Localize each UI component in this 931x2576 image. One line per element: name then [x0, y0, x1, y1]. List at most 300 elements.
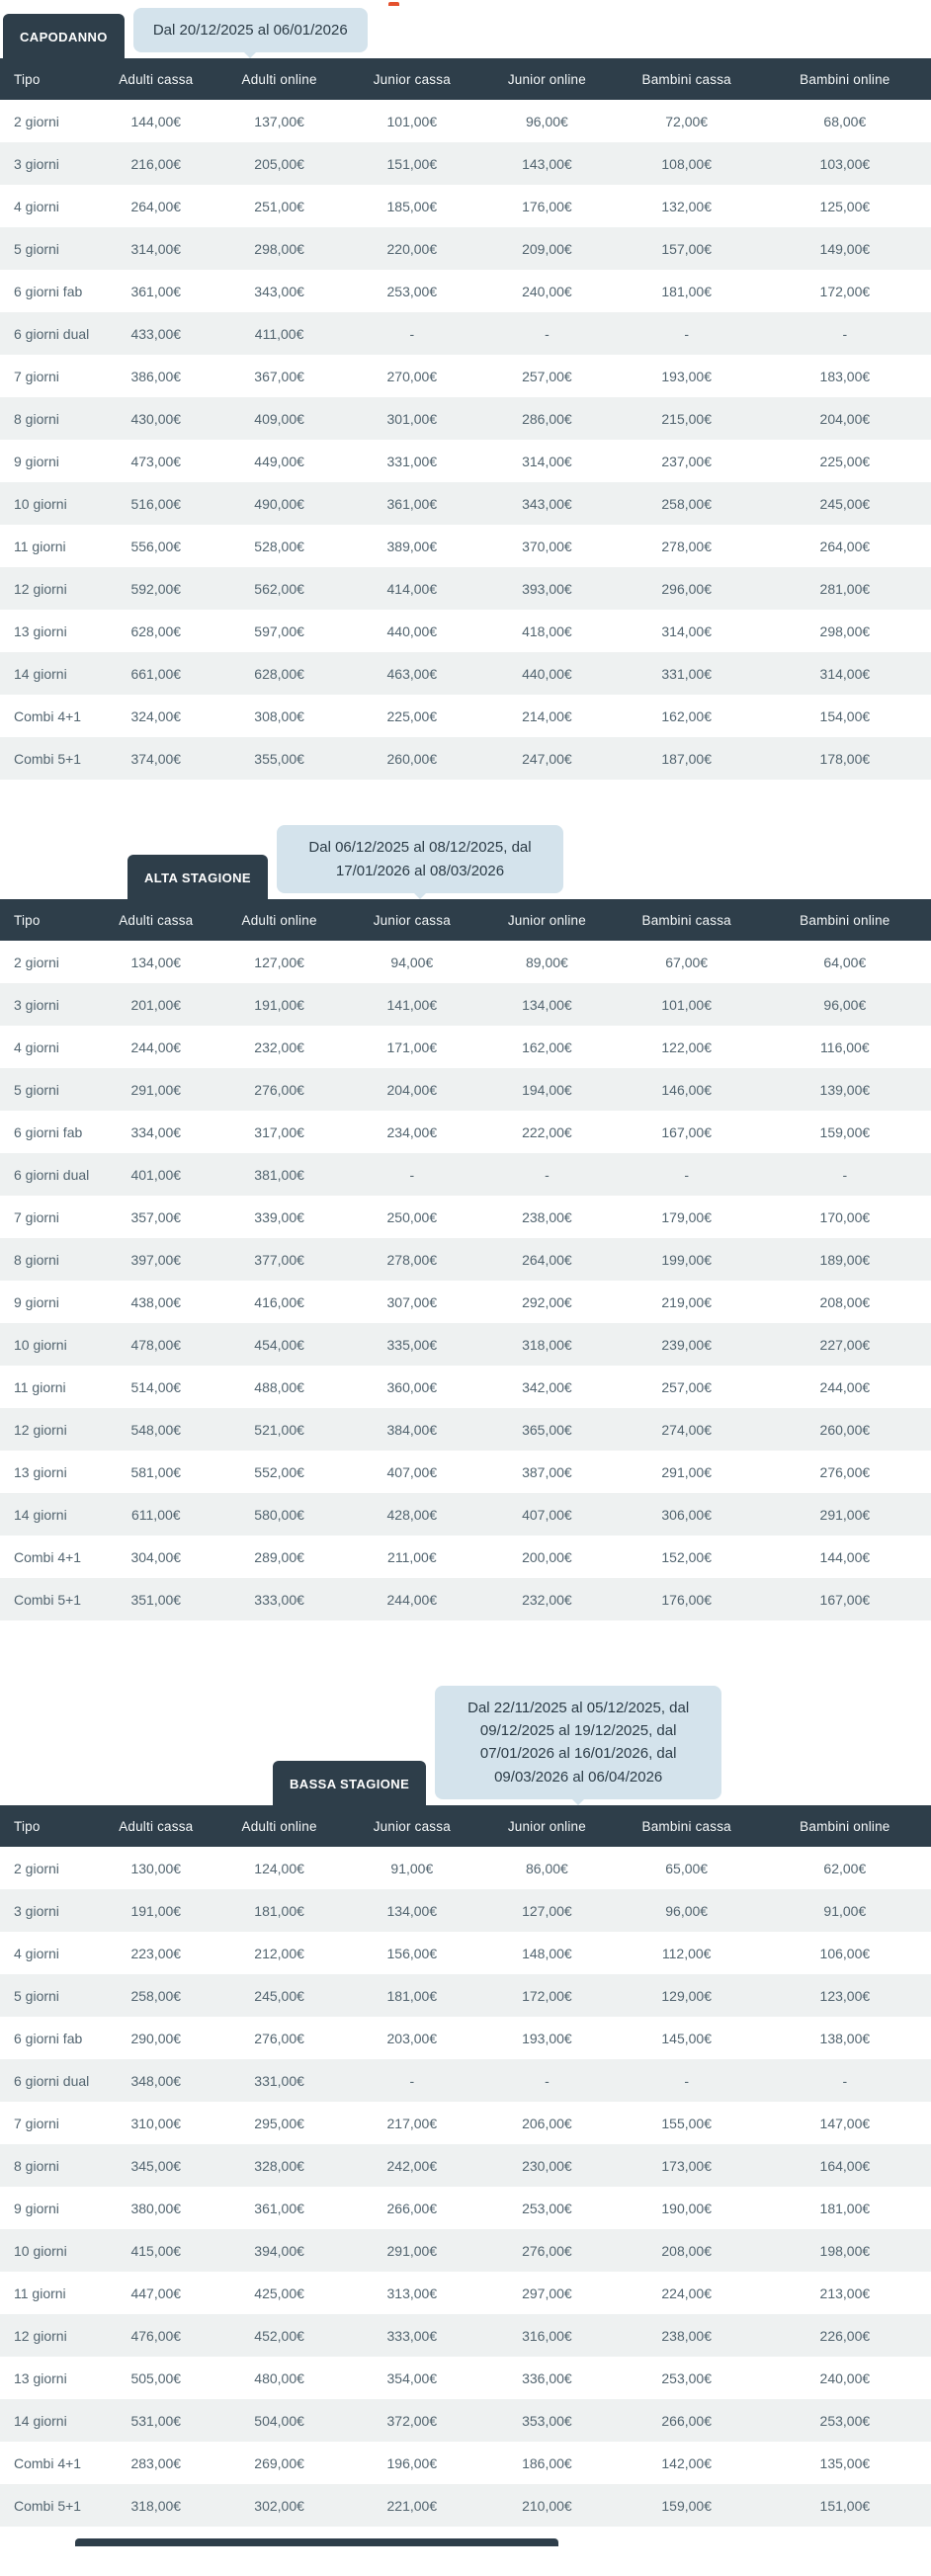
- price-cell: 125,00€: [819, 199, 871, 215]
- price-cell: 328,00€: [254, 2157, 304, 2174]
- price-cell: 401,00€: [130, 1166, 182, 1183]
- price-cell: 334,00€: [130, 1123, 182, 1140]
- price-cell: 162,00€: [522, 1039, 572, 1055]
- price-cell: 247,00€: [522, 751, 572, 768]
- table-row: [0, 227, 931, 270]
- row-label-cell: 3 giorni: [14, 1902, 59, 1919]
- column-header-bambini-cassa: Bambini cassa: [615, 899, 759, 941]
- price-cell: 318,00€: [130, 2497, 182, 2514]
- clipped-orange-marker: [388, 2, 399, 6]
- price-cell: 135,00€: [819, 2454, 871, 2471]
- table-row: [0, 312, 931, 355]
- price-cell: 397,00€: [130, 1251, 182, 1268]
- price-cell: 223,00€: [130, 1945, 182, 1961]
- row-label-cell: Combi 5+1: [14, 1591, 82, 1608]
- price-cell: 381,00€: [254, 1166, 304, 1183]
- table-row: [0, 2059, 931, 2102]
- price-cell: 193,00€: [661, 369, 712, 385]
- price-cell: 463,00€: [386, 666, 438, 683]
- column-header-junior-cassa: Junior cassa: [345, 1805, 480, 1847]
- price-cell: 278,00€: [661, 539, 712, 555]
- price-cell: 206,00€: [522, 2115, 572, 2131]
- price-cell: 139,00€: [819, 1081, 871, 1098]
- row-label-cell: 6 giorni fab: [14, 1123, 83, 1140]
- price-table-alta-stagione: [0, 899, 931, 1620]
- price-cell: 224,00€: [661, 2285, 712, 2301]
- row-label-cell: 2 giorni: [14, 114, 59, 130]
- price-cell: 345,00€: [130, 2157, 182, 2174]
- price-cell: -: [409, 2072, 415, 2089]
- price-cell: 151,00€: [386, 156, 438, 173]
- price-cell: 628,00€: [130, 623, 182, 640]
- column-header-bambini-online: Bambini online: [759, 899, 931, 941]
- table-row: [0, 737, 931, 780]
- price-cell: 190,00€: [661, 2200, 712, 2216]
- badge-pointer-icon: [413, 892, 427, 899]
- table-row: [0, 100, 931, 142]
- row-label-cell: 14 giorni: [14, 666, 67, 683]
- column-header-tipo: Tipo: [0, 58, 98, 100]
- price-cell: 176,00€: [661, 1591, 712, 1608]
- price-cell: 244,00€: [819, 1378, 871, 1395]
- price-cell: 94,00€: [390, 954, 434, 970]
- price-cell: 238,00€: [661, 2327, 712, 2344]
- price-cell: 611,00€: [130, 1506, 181, 1523]
- table-row: [0, 142, 931, 185]
- row-label-cell: 6 giorni dual: [14, 326, 90, 343]
- price-sections: [0, 8, 931, 2527]
- price-cell: 170,00€: [819, 1208, 871, 1225]
- date-range-badge: [435, 1686, 721, 1799]
- price-cell: 134,00€: [522, 996, 572, 1013]
- section-header: [0, 825, 931, 899]
- price-cell: 276,00€: [819, 1463, 871, 1480]
- date-range-badge: [133, 8, 368, 52]
- price-cell: 172,00€: [522, 1987, 572, 2004]
- price-cell: 130,00€: [130, 1860, 182, 1876]
- table-row: [0, 1068, 931, 1111]
- price-cell: 62,00€: [823, 1860, 867, 1876]
- price-cell: 490,00€: [254, 496, 304, 513]
- price-cell: 143,00€: [522, 156, 572, 173]
- price-cell: 449,00€: [254, 454, 304, 470]
- price-cell: 208,00€: [819, 1293, 871, 1310]
- row-label-cell: 14 giorni: [14, 1506, 67, 1523]
- row-label-cell: 8 giorni: [14, 2157, 59, 2174]
- price-cell: 531,00€: [130, 2412, 182, 2429]
- price-cell: 415,00€: [130, 2242, 182, 2259]
- price-cell: 127,00€: [254, 954, 304, 970]
- column-header-bambini-online: Bambini online: [759, 58, 931, 100]
- price-cell: 156,00€: [386, 1945, 438, 1961]
- price-cell: 661,00€: [130, 666, 182, 683]
- price-cell: 409,00€: [254, 411, 304, 428]
- row-label-cell: 6 giorni dual: [14, 1166, 90, 1183]
- price-cell: 144,00€: [130, 114, 182, 130]
- price-cell: 101,00€: [661, 996, 712, 1013]
- row-label-cell: 4 giorni: [14, 199, 59, 215]
- date-range-text: Dal 20/12/2025 al 06/01/2026: [152, 22, 348, 39]
- price-cell: 276,00€: [254, 1081, 304, 1098]
- price-cell: 313,00€: [386, 2285, 438, 2301]
- price-cell: -: [545, 1166, 550, 1183]
- price-cell: 260,00€: [819, 1421, 871, 1438]
- price-cell: 96,00€: [665, 1902, 709, 1919]
- price-cell: 416,00€: [254, 1293, 304, 1310]
- price-cell: 407,00€: [386, 1463, 438, 1480]
- price-cell: 335,00€: [386, 1336, 438, 1353]
- table-row: [0, 2187, 931, 2229]
- price-cell: 581,00€: [130, 1463, 182, 1480]
- price-cell: 365,00€: [522, 1421, 572, 1438]
- price-cell: 266,00€: [661, 2412, 712, 2429]
- column-header-bambini-online: Bambini online: [759, 1805, 931, 1847]
- price-cell: 348,00€: [130, 2072, 182, 2089]
- price-cell: 281,00€: [819, 581, 871, 598]
- table-row: [0, 983, 931, 1026]
- table-row: [0, 1366, 931, 1408]
- price-cell: 351,00€: [130, 1591, 182, 1608]
- price-cell: 361,00€: [386, 496, 438, 513]
- price-cell: 372,00€: [386, 2412, 438, 2429]
- table-row: [0, 1493, 931, 1536]
- price-cell: 360,00€: [386, 1378, 438, 1395]
- row-label-cell: 7 giorni: [14, 1208, 59, 1225]
- price-cell: 179,00€: [661, 1208, 712, 1225]
- row-label-cell: 6 giorni dual: [14, 2072, 90, 2089]
- price-cell: 204,00€: [386, 1081, 438, 1098]
- price-cell: 89,00€: [525, 954, 568, 970]
- price-cell: 222,00€: [522, 1123, 572, 1140]
- price-cell: 72,00€: [665, 114, 709, 130]
- price-cell: 488,00€: [254, 1378, 304, 1395]
- price-cell: 333,00€: [386, 2327, 438, 2344]
- price-cell: 245,00€: [254, 1987, 304, 2004]
- season-tab-label: CAPODANNO: [20, 30, 108, 45]
- price-cell: 219,00€: [661, 1293, 712, 1310]
- price-cell: 91,00€: [390, 1860, 434, 1876]
- price-cell: 387,00€: [522, 1463, 572, 1480]
- price-cell: 203,00€: [386, 2030, 438, 2046]
- price-cell: 425,00€: [254, 2285, 304, 2301]
- price-cell: 183,00€: [819, 369, 871, 385]
- table-row: [0, 355, 931, 397]
- column-header-bambini-cassa: Bambini cassa: [615, 1805, 759, 1847]
- column-header-adulti-cassa: Adulti cassa: [98, 1805, 214, 1847]
- price-cell: 152,00€: [661, 1548, 712, 1565]
- price-cell: 258,00€: [130, 1987, 182, 2004]
- column-header-adulti-online: Adulti online: [214, 58, 345, 100]
- price-cell: 181,00€: [254, 1902, 304, 1919]
- price-cell: 67,00€: [665, 954, 709, 970]
- price-table-bassa-stagione: [0, 1805, 931, 2527]
- price-cell: 185,00€: [386, 199, 438, 215]
- table-row: [0, 1196, 931, 1238]
- column-header-adulti-cassa: Adulti cassa: [98, 58, 214, 100]
- price-cell: 505,00€: [130, 2369, 182, 2386]
- price-cell: 240,00€: [819, 2369, 871, 2386]
- season-tab-alta-stagione[interactable]: [127, 855, 268, 899]
- price-cell: 361,00€: [130, 284, 182, 300]
- price-cell: 172,00€: [819, 284, 871, 300]
- price-cell: 221,00€: [386, 2497, 438, 2514]
- price-cell: 122,00€: [661, 1039, 712, 1055]
- price-cell: 307,00€: [386, 1293, 438, 1310]
- price-cell: 367,00€: [254, 369, 304, 385]
- price-cell: 187,00€: [661, 751, 712, 768]
- price-cell: 96,00€: [525, 114, 568, 130]
- table-row: [0, 610, 931, 652]
- row-label-cell: 5 giorni: [14, 1081, 59, 1098]
- price-cell: 310,00€: [130, 2115, 182, 2131]
- price-cell: 154,00€: [819, 708, 871, 725]
- price-cell: 244,00€: [130, 1039, 182, 1055]
- price-cell: 516,00€: [130, 496, 182, 513]
- price-cell: 129,00€: [661, 1987, 712, 2004]
- price-cell: 353,00€: [522, 2412, 572, 2429]
- price-cell: 96,00€: [823, 996, 867, 1013]
- price-cell: 141,00€: [386, 996, 438, 1013]
- row-label-cell: 9 giorni: [14, 1293, 59, 1310]
- row-label-cell: Combi 5+1: [14, 2497, 82, 2514]
- price-cell: 260,00€: [386, 751, 438, 768]
- price-cell: 291,00€: [819, 1506, 871, 1523]
- row-label-cell: 5 giorni: [14, 1987, 59, 2004]
- price-cell: 386,00€: [130, 369, 182, 385]
- price-cell: 316,00€: [522, 2327, 572, 2344]
- price-cell: -: [842, 1166, 848, 1183]
- row-label-cell: 3 giorni: [14, 156, 59, 173]
- price-cell: 283,00€: [130, 2454, 182, 2471]
- price-cell: 286,00€: [522, 411, 572, 428]
- price-cell: 380,00€: [130, 2200, 182, 2216]
- price-cell: 342,00€: [522, 1378, 572, 1395]
- season-tab-label: ALTA STAGIONE: [144, 870, 251, 885]
- price-cell: 528,00€: [254, 539, 304, 555]
- column-header-row: [0, 899, 931, 941]
- price-cell: 116,00€: [820, 1039, 870, 1055]
- price-cell: 214,00€: [522, 708, 572, 725]
- column-header-junior-cassa: Junior cassa: [345, 899, 480, 941]
- table-row: [0, 2442, 931, 2484]
- column-header-junior-online: Junior online: [479, 899, 615, 941]
- column-header-junior-online: Junior online: [479, 1805, 615, 1847]
- row-label-cell: 7 giorni: [14, 2115, 59, 2131]
- date-range-text: Dal 06/12/2025 al 08/12/2025, dal 17/01/2026 al 08/03/2026: [308, 839, 532, 879]
- price-cell: 230,00€: [522, 2157, 572, 2174]
- price-cell: 306,00€: [661, 1506, 712, 1523]
- column-header-adulti-online: Adulti online: [214, 899, 345, 941]
- row-label-cell: 2 giorni: [14, 1860, 59, 1876]
- price-cell: 374,00€: [130, 751, 182, 768]
- price-cell: 244,00€: [386, 1591, 438, 1608]
- price-cell: 324,00€: [130, 708, 182, 725]
- price-cell: 124,00€: [254, 1860, 304, 1876]
- price-cell: 242,00€: [386, 2157, 438, 2174]
- price-cell: 514,00€: [130, 1378, 182, 1395]
- price-cell: 134,00€: [130, 954, 182, 970]
- price-cell: 204,00€: [819, 411, 871, 428]
- table-row: [0, 2484, 931, 2527]
- price-cell: 418,00€: [522, 623, 572, 640]
- table-row: [0, 1323, 931, 1366]
- price-cell: 127,00€: [522, 1902, 572, 1919]
- price-cell: 193,00€: [522, 2030, 572, 2046]
- price-cell: 314,00€: [661, 623, 712, 640]
- table-row: [0, 941, 931, 983]
- price-cell: 473,00€: [130, 454, 182, 470]
- price-cell: 314,00€: [130, 241, 182, 258]
- price-cell: 438,00€: [130, 1293, 182, 1310]
- price-cell: 64,00€: [823, 954, 867, 970]
- price-cell: 296,00€: [661, 581, 712, 598]
- table-row: [0, 2357, 931, 2399]
- column-header-bambini-cassa: Bambini cassa: [615, 58, 759, 100]
- price-cell: 213,00€: [819, 2285, 871, 2301]
- row-label-cell: 11 giorni: [14, 539, 66, 555]
- price-cell: 237,00€: [661, 454, 712, 470]
- season-tab-label: BASSA STAGIONE: [290, 1776, 410, 1791]
- price-cell: 194,00€: [522, 1081, 572, 1098]
- badge-pointer-icon: [243, 51, 257, 58]
- price-cell: 333,00€: [254, 1591, 304, 1608]
- table-row: [0, 2314, 931, 2357]
- column-header-junior-cassa: Junior cassa: [345, 58, 480, 100]
- price-cell: 580,00€: [254, 1506, 304, 1523]
- price-cell: 108,00€: [661, 156, 712, 173]
- price-cell: 343,00€: [254, 284, 304, 300]
- table-row: [0, 397, 931, 440]
- section-header: [0, 1686, 931, 1805]
- price-cell: 407,00€: [522, 1506, 572, 1523]
- price-cell: 476,00€: [130, 2327, 182, 2344]
- price-cell: 200,00€: [522, 1548, 572, 1565]
- price-cell: 253,00€: [386, 284, 438, 300]
- price-cell: -: [684, 2072, 690, 2089]
- price-cell: 454,00€: [254, 1336, 304, 1353]
- price-cell: 317,00€: [254, 1123, 304, 1140]
- price-cell: 264,00€: [130, 199, 182, 215]
- row-label-cell: 8 giorni: [14, 411, 59, 428]
- price-cell: 181,00€: [386, 1987, 438, 2004]
- date-range-badge: [277, 825, 563, 893]
- table-row: [0, 2272, 931, 2314]
- price-cell: 245,00€: [819, 496, 871, 513]
- row-label-cell: Combi 5+1: [14, 751, 82, 768]
- price-cell: 181,00€: [661, 284, 712, 300]
- price-cell: 225,00€: [819, 454, 871, 470]
- table-row: [0, 567, 931, 610]
- price-cell: 212,00€: [254, 1945, 304, 1961]
- price-table-capodanno: [0, 58, 931, 780]
- price-cell: 155,00€: [661, 2115, 712, 2131]
- price-cell: 176,00€: [522, 199, 572, 215]
- row-label-cell: 6 giorni fab: [14, 284, 83, 300]
- price-cell: 298,00€: [819, 623, 871, 640]
- next-section-clipped-bar: [75, 2538, 558, 2546]
- column-header-tipo: Tipo: [0, 1805, 98, 1847]
- table-row: [0, 1238, 931, 1281]
- row-label-cell: 10 giorni: [14, 1336, 67, 1353]
- price-cell: -: [409, 326, 415, 343]
- price-cell: 151,00€: [819, 2497, 871, 2514]
- table-row: [0, 1974, 931, 2017]
- table-row: [0, 1578, 931, 1620]
- price-cell: -: [545, 2072, 550, 2089]
- price-cell: 159,00€: [661, 2497, 712, 2514]
- table-row: [0, 2229, 931, 2272]
- price-cell: 157,00€: [661, 241, 712, 258]
- price-cell: 167,00€: [819, 1591, 871, 1608]
- price-cell: 389,00€: [386, 539, 438, 555]
- price-cell: 215,00€: [661, 411, 712, 428]
- price-cell: 414,00€: [386, 581, 438, 598]
- row-label-cell: 14 giorni: [14, 2412, 67, 2429]
- price-cell: 178,00€: [819, 751, 871, 768]
- table-row: [0, 525, 931, 567]
- price-cell: -: [842, 2072, 848, 2089]
- price-cell: 270,00€: [386, 369, 438, 385]
- price-cell: 232,00€: [254, 1039, 304, 1055]
- price-cell: 253,00€: [522, 2200, 572, 2216]
- price-cell: 226,00€: [819, 2327, 871, 2344]
- row-label-cell: 4 giorni: [14, 1039, 59, 1055]
- price-cell: 318,00€: [522, 1336, 572, 1353]
- price-cell: 149,00€: [819, 241, 871, 258]
- price-cell: 556,00€: [130, 539, 182, 555]
- price-cell: 264,00€: [522, 1251, 572, 1268]
- row-label-cell: 13 giorni: [14, 623, 67, 640]
- price-cell: 191,00€: [254, 996, 304, 1013]
- row-label-cell: 13 giorni: [14, 2369, 67, 2386]
- table-row: [0, 440, 931, 482]
- price-cell: 132,00€: [661, 199, 712, 215]
- price-cell: 191,00€: [130, 1902, 182, 1919]
- price-cell: 232,00€: [522, 1591, 572, 1608]
- price-cell: 162,00€: [661, 708, 712, 725]
- table-row: [0, 2399, 931, 2442]
- column-header-adulti-cassa: Adulti cassa: [98, 899, 214, 941]
- table-row: [0, 2102, 931, 2144]
- column-header-adulti-online: Adulti online: [214, 1805, 345, 1847]
- row-label-cell: 12 giorni: [14, 581, 67, 598]
- row-label-cell: 12 giorni: [14, 2327, 67, 2344]
- column-header-junior-online: Junior online: [479, 58, 615, 100]
- price-cell: 238,00€: [522, 1208, 572, 1225]
- season-tab-capodanno[interactable]: [3, 14, 125, 58]
- row-label-cell: 4 giorni: [14, 1945, 59, 1961]
- price-cell: 211,00€: [387, 1548, 437, 1565]
- table-row: [0, 1889, 931, 1932]
- price-cell: 101,00€: [386, 114, 438, 130]
- table-row: [0, 1026, 931, 1068]
- price-cell: 145,00€: [661, 2030, 712, 2046]
- price-cell: 208,00€: [661, 2242, 712, 2259]
- row-label-cell: 13 giorni: [14, 1463, 67, 1480]
- price-cell: 205,00€: [254, 156, 304, 173]
- price-cell: -: [684, 1166, 690, 1183]
- price-cell: 331,00€: [661, 666, 712, 683]
- price-cell: 430,00€: [130, 411, 182, 428]
- season-tab-bassa-stagione[interactable]: [273, 1761, 426, 1805]
- price-cell: 103,00€: [819, 156, 871, 173]
- price-cell: 297,00€: [522, 2285, 572, 2301]
- row-label-cell: 7 giorni: [14, 369, 59, 385]
- table-row: [0, 1932, 931, 1974]
- row-label-cell: Combi 4+1: [14, 2454, 82, 2471]
- price-cell: 225,00€: [386, 708, 438, 725]
- price-cell: 171,00€: [386, 1039, 438, 1055]
